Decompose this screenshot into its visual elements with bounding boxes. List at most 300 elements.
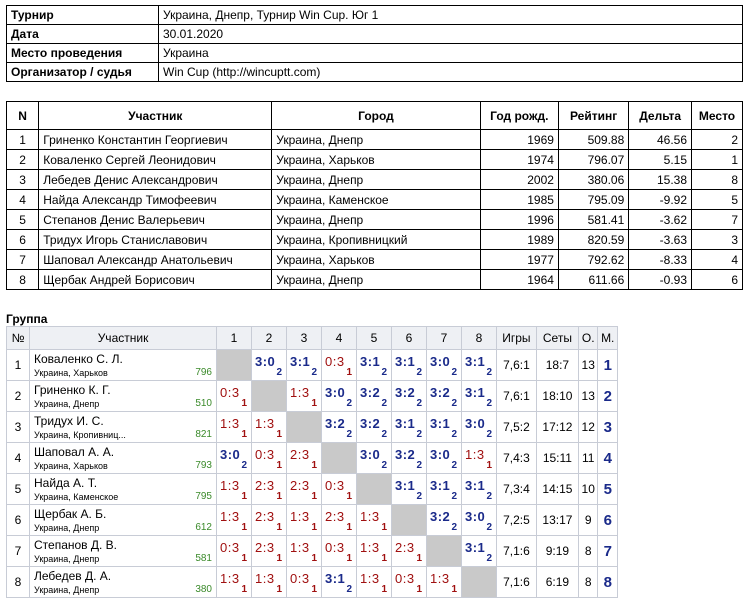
player-row <box>7 250 743 270</box>
grid-player <box>30 505 217 536</box>
grid-row-number: 6 <box>7 505 30 536</box>
info-key: Турнир <box>7 6 159 25</box>
info-value: Win Cup (http://wincuptt.com) <box>159 63 743 82</box>
score-points: 2 <box>486 367 492 378</box>
player-cell: -3.63 <box>629 230 692 250</box>
tournament-info-table <box>6 5 743 82</box>
score-points: 2 <box>451 398 457 409</box>
grid-row-number: 4 <box>7 443 30 474</box>
grid-header: М. <box>598 327 618 350</box>
grid-sets: 6:19 <box>536 567 578 598</box>
grid-player-rating: 821 <box>195 429 212 440</box>
grid-score-cell <box>217 412 252 443</box>
score-value: 1:3 <box>290 540 310 555</box>
player-cell: 1 <box>7 130 39 150</box>
grid-sets: 18:7 <box>536 350 578 381</box>
player-cell: 820.59 <box>558 230 628 250</box>
score-value: 3:1 <box>465 354 486 369</box>
grid-row-number: 8 <box>7 567 30 598</box>
grid-score-cell <box>287 536 322 567</box>
score-points: 1 <box>311 491 317 502</box>
score-value: 3:0 <box>220 447 241 462</box>
score-value: 3:0 <box>465 416 486 431</box>
grid-score-cell <box>252 412 287 443</box>
grid-score-cell <box>287 443 322 474</box>
players-header: Год рожд. <box>480 102 558 130</box>
grid-player-rating: 510 <box>195 398 212 409</box>
grid-row-number: 5 <box>7 474 30 505</box>
grid-score-cell <box>462 474 497 505</box>
score-points: 2 <box>416 398 422 409</box>
player-cell: 1996 <box>480 210 558 230</box>
grid-player-city: Украина, Днепр <box>34 554 100 564</box>
score-value: 3:1 <box>395 478 416 493</box>
player-cell: Украина, Кропивницкий <box>272 230 480 250</box>
group-title: Группа <box>6 312 48 326</box>
score-points: 1 <box>276 584 282 595</box>
grid-points: 13 <box>578 350 598 381</box>
grid-score-cell <box>217 536 252 567</box>
grid-diagonal-cell <box>322 443 357 474</box>
grid-games: 7,3:4 <box>497 474 537 505</box>
grid-score-cell <box>322 567 357 598</box>
grid-place: 3 <box>598 412 618 443</box>
player-cell: Найда Александр Тимофеевич <box>39 190 272 210</box>
score-value: 2:3 <box>255 478 275 493</box>
score-value: 0:3 <box>325 540 345 555</box>
info-row <box>7 63 743 82</box>
grid-score-cell <box>322 412 357 443</box>
score-value: 2:3 <box>290 478 310 493</box>
score-points: 2 <box>381 460 387 471</box>
score-points: 1 <box>381 584 387 595</box>
grid-player-rating: 795 <box>195 491 212 502</box>
score-points: 1 <box>311 398 317 409</box>
score-points: 2 <box>346 429 352 440</box>
score-points: 1 <box>451 584 457 595</box>
grid-games: 7,6:1 <box>497 381 537 412</box>
score-points: 2 <box>416 429 422 440</box>
grid-sets: 15:11 <box>536 443 578 474</box>
info-value: Украина <box>159 44 743 63</box>
grid-player <box>30 412 217 443</box>
player-cell: 5 <box>7 210 39 230</box>
player-cell: 4 <box>7 190 39 210</box>
player-cell: 6 <box>692 270 743 290</box>
player-cell: 581.41 <box>558 210 628 230</box>
score-points: 2 <box>486 398 492 409</box>
score-points: 1 <box>311 522 317 533</box>
grid-score-cell <box>252 443 287 474</box>
grid-player-name: Тридух И. С. <box>34 414 104 428</box>
score-points: 2 <box>241 460 247 471</box>
player-cell: 1969 <box>480 130 558 150</box>
player-cell: 1977 <box>480 250 558 270</box>
player-cell: 5 <box>692 190 743 210</box>
grid-header: Участник <box>30 327 217 350</box>
grid-points: 9 <box>578 505 598 536</box>
grid-header: № <box>7 327 30 350</box>
grid-score-cell <box>427 443 462 474</box>
player-cell: 7 <box>692 210 743 230</box>
player-cell: -0.93 <box>629 270 692 290</box>
player-row <box>7 270 743 290</box>
score-points: 1 <box>416 584 422 595</box>
grid-row <box>7 567 618 598</box>
grid-score-cell <box>217 567 252 598</box>
score-value: 3:0 <box>465 509 486 524</box>
grid-games: 7,6:1 <box>497 350 537 381</box>
score-points: 2 <box>381 398 387 409</box>
info-key: Организатор / судья <box>7 63 159 82</box>
score-value: 3:1 <box>430 478 451 493</box>
grid-player-name: Коваленко С. Л. <box>34 352 123 366</box>
score-points: 1 <box>241 398 247 409</box>
player-row <box>7 230 743 250</box>
score-value: 0:3 <box>325 354 345 369</box>
player-cell: -9.92 <box>629 190 692 210</box>
grid-score-cell <box>427 505 462 536</box>
grid-score-cell <box>427 567 462 598</box>
score-value: 3:1 <box>430 416 451 431</box>
grid-place: 1 <box>598 350 618 381</box>
grid-score-cell <box>287 567 322 598</box>
score-points: 1 <box>381 553 387 564</box>
grid-score-cell <box>217 443 252 474</box>
score-points: 2 <box>381 367 387 378</box>
player-cell: 15.38 <box>629 170 692 190</box>
grid-score-cell <box>462 381 497 412</box>
player-cell: 8 <box>7 270 39 290</box>
score-value: 1:3 <box>430 571 450 586</box>
grid-games: 7,2:5 <box>497 505 537 536</box>
score-value: 3:2 <box>325 416 346 431</box>
grid-player-city: Украина, Кропивниц... <box>34 430 126 440</box>
score-value: 3:1 <box>290 354 311 369</box>
grid-player-city: Украина, Днепр <box>34 585 100 595</box>
grid-diagonal-cell <box>252 381 287 412</box>
score-points: 1 <box>311 460 317 471</box>
grid-player-name: Щербак А. Б. <box>34 507 107 521</box>
players-header: Участник <box>39 102 272 130</box>
score-value: 1:3 <box>220 478 240 493</box>
grid-row <box>7 381 618 412</box>
score-value: 3:2 <box>360 416 381 431</box>
score-value: 3:2 <box>360 385 381 400</box>
player-cell: 46.56 <box>629 130 692 150</box>
player-row <box>7 210 743 230</box>
grid-player-name: Найда А. Т. <box>34 476 98 490</box>
info-value: Украина, Днепр, Турнир Win Cup. Юг 1 <box>159 6 743 25</box>
grid-header: 2 <box>252 327 287 350</box>
score-points: 1 <box>346 553 352 564</box>
score-points: 1 <box>486 460 492 471</box>
score-points: 1 <box>416 553 422 564</box>
player-cell: Украина, Харьков <box>272 150 480 170</box>
grid-header: Игры <box>497 327 537 350</box>
grid-score-cell <box>392 443 427 474</box>
grid-score-cell <box>287 505 322 536</box>
player-cell: Коваленко Сергей Леонидович <box>39 150 272 170</box>
info-row <box>7 44 743 63</box>
group-grid-table <box>6 326 618 598</box>
grid-score-cell <box>392 350 427 381</box>
grid-games: 7,1:6 <box>497 536 537 567</box>
grid-score-cell <box>252 567 287 598</box>
score-value: 0:3 <box>220 385 240 400</box>
grid-player-rating: 796 <box>195 367 212 378</box>
score-value: 3:1 <box>325 571 346 586</box>
player-cell: 611.66 <box>558 270 628 290</box>
grid-header: Сеты <box>536 327 578 350</box>
grid-score-cell <box>462 443 497 474</box>
player-cell: 2002 <box>480 170 558 190</box>
score-value: 1:3 <box>290 509 310 524</box>
score-value: 2:3 <box>395 540 415 555</box>
grid-score-cell <box>322 474 357 505</box>
grid-score-cell <box>392 536 427 567</box>
score-value: 0:3 <box>325 478 345 493</box>
player-cell: 380.06 <box>558 170 628 190</box>
score-points: 2 <box>451 491 457 502</box>
grid-row <box>7 505 618 536</box>
grid-score-cell <box>392 474 427 505</box>
player-cell: 3 <box>692 230 743 250</box>
grid-player <box>30 350 217 381</box>
grid-score-cell <box>392 412 427 443</box>
grid-place: 2 <box>598 381 618 412</box>
grid-score-cell <box>357 567 392 598</box>
score-points: 1 <box>311 553 317 564</box>
grid-points: 13 <box>578 381 598 412</box>
player-cell: Украина, Днепр <box>272 170 480 190</box>
score-points: 2 <box>451 522 457 533</box>
player-cell: 2 <box>692 130 743 150</box>
score-value: 2:3 <box>255 540 275 555</box>
grid-points: 10 <box>578 474 598 505</box>
score-points: 2 <box>416 491 422 502</box>
score-points: 1 <box>241 553 247 564</box>
grid-row-number: 7 <box>7 536 30 567</box>
player-cell: 796.07 <box>558 150 628 170</box>
player-cell: Украина, Каменское <box>272 190 480 210</box>
score-value: 3:2 <box>395 385 416 400</box>
score-points: 1 <box>346 491 352 502</box>
grid-player-rating: 612 <box>195 522 212 533</box>
grid-player <box>30 381 217 412</box>
score-value: 1:3 <box>220 416 240 431</box>
score-value: 3:1 <box>465 385 486 400</box>
player-cell: Щербак Андрей Борисович <box>39 270 272 290</box>
score-points: 2 <box>486 491 492 502</box>
grid-header: 4 <box>322 327 357 350</box>
score-value: 0:3 <box>255 447 275 462</box>
grid-player-rating: 793 <box>195 460 212 471</box>
grid-points: 11 <box>578 443 598 474</box>
player-cell: 1974 <box>480 150 558 170</box>
score-points: 1 <box>276 553 282 564</box>
player-cell: -3.62 <box>629 210 692 230</box>
grid-score-cell <box>427 412 462 443</box>
score-value: 0:3 <box>395 571 415 586</box>
grid-player-city: Украина, Днепр <box>34 523 100 533</box>
grid-score-cell <box>357 536 392 567</box>
grid-row-number: 2 <box>7 381 30 412</box>
grid-player-rating: 380 <box>195 584 212 595</box>
player-cell: 1 <box>692 150 743 170</box>
players-header: Рейтинг <box>558 102 628 130</box>
grid-row-number: 3 <box>7 412 30 443</box>
grid-header: 1 <box>217 327 252 350</box>
player-cell: 3 <box>7 170 39 190</box>
score-value: 0:3 <box>220 540 240 555</box>
grid-score-cell <box>322 536 357 567</box>
players-header: Город <box>272 102 480 130</box>
grid-player-name: Степанов Д. В. <box>34 538 118 552</box>
player-cell: 6 <box>7 230 39 250</box>
grid-diagonal-cell <box>357 474 392 505</box>
grid-score-cell <box>462 536 497 567</box>
grid-score-cell <box>217 474 252 505</box>
player-cell: Украина, Харьков <box>272 250 480 270</box>
grid-sets: 14:15 <box>536 474 578 505</box>
grid-score-cell <box>287 350 322 381</box>
score-points: 2 <box>346 398 352 409</box>
grid-score-cell <box>462 412 497 443</box>
grid-diagonal-cell <box>217 350 252 381</box>
score-points: 2 <box>451 367 457 378</box>
grid-sets: 9:19 <box>536 536 578 567</box>
grid-header: 7 <box>427 327 462 350</box>
player-cell: Украина, Днепр <box>272 270 480 290</box>
info-key: Дата <box>7 25 159 44</box>
grid-score-cell <box>252 536 287 567</box>
score-value: 3:1 <box>360 354 381 369</box>
score-value: 3:1 <box>465 478 486 493</box>
grid-score-cell <box>322 381 357 412</box>
score-value: 3:0 <box>325 385 346 400</box>
score-points: 1 <box>346 367 352 378</box>
score-points: 1 <box>241 429 247 440</box>
grid-row <box>7 412 618 443</box>
info-value: 30.01.2020 <box>159 25 743 44</box>
score-points: 2 <box>276 367 282 378</box>
grid-header: О. <box>578 327 598 350</box>
grid-player-name: Лебедев Д. А. <box>34 569 112 583</box>
player-cell: -8.33 <box>629 250 692 270</box>
score-value: 1:3 <box>465 447 485 462</box>
score-points: 1 <box>346 522 352 533</box>
player-cell: 792.62 <box>558 250 628 270</box>
grid-header: 6 <box>392 327 427 350</box>
players-header: Место <box>692 102 743 130</box>
grid-row <box>7 536 618 567</box>
score-points: 1 <box>276 460 282 471</box>
grid-player-name: Гриненко К. Г. <box>34 383 111 397</box>
score-value: 1:3 <box>220 509 240 524</box>
grid-player-city: Украина, Харьков <box>34 368 108 378</box>
grid-score-cell <box>217 505 252 536</box>
grid-points: 8 <box>578 567 598 598</box>
player-cell: 4 <box>692 250 743 270</box>
grid-sets: 18:10 <box>536 381 578 412</box>
score-points: 2 <box>486 553 492 564</box>
grid-place: 4 <box>598 443 618 474</box>
grid-player <box>30 443 217 474</box>
grid-score-cell <box>322 350 357 381</box>
player-cell: Лебедев Денис Александрович <box>39 170 272 190</box>
score-value: 3:2 <box>395 447 416 462</box>
player-cell: 1964 <box>480 270 558 290</box>
score-value: 3:0 <box>255 354 276 369</box>
player-cell: Степанов Денис Валерьевич <box>39 210 272 230</box>
player-cell: 1985 <box>480 190 558 210</box>
grid-header: 5 <box>357 327 392 350</box>
player-cell: 8 <box>692 170 743 190</box>
grid-points: 8 <box>578 536 598 567</box>
score-points: 1 <box>276 522 282 533</box>
grid-player-rating: 581 <box>195 553 212 564</box>
grid-place: 8 <box>598 567 618 598</box>
grid-player-city: Украина, Харьков <box>34 461 108 471</box>
info-key: Место проведения <box>7 44 159 63</box>
score-value: 1:3 <box>255 416 275 431</box>
grid-score-cell <box>357 443 392 474</box>
players-table <box>6 101 743 290</box>
grid-score-cell <box>357 350 392 381</box>
score-value: 3:1 <box>395 416 416 431</box>
score-value: 3:1 <box>465 540 486 555</box>
grid-score-cell <box>357 412 392 443</box>
score-points: 2 <box>486 429 492 440</box>
grid-score-cell <box>357 505 392 536</box>
player-cell: Украина, Днепр <box>272 210 480 230</box>
grid-header: 3 <box>287 327 322 350</box>
score-points: 2 <box>346 584 352 595</box>
grid-score-cell <box>287 381 322 412</box>
grid-player <box>30 567 217 598</box>
player-cell: 2 <box>7 150 39 170</box>
grid-score-cell <box>427 381 462 412</box>
grid-games: 7,1:6 <box>497 567 537 598</box>
grid-games: 7,4:3 <box>497 443 537 474</box>
grid-header: 8 <box>462 327 497 350</box>
player-cell: Гриненко Константин Георгиевич <box>39 130 272 150</box>
player-cell: 7 <box>7 250 39 270</box>
grid-score-cell <box>252 505 287 536</box>
score-value: 3:0 <box>430 447 451 462</box>
grid-row-number: 1 <box>7 350 30 381</box>
score-points: 1 <box>381 522 387 533</box>
grid-place: 6 <box>598 505 618 536</box>
score-value: 3:2 <box>430 385 451 400</box>
player-cell: Шаповал Александр Анатольевич <box>39 250 272 270</box>
grid-score-cell <box>252 474 287 505</box>
score-value: 1:3 <box>360 540 380 555</box>
grid-score-cell <box>462 350 497 381</box>
grid-score-cell <box>392 567 427 598</box>
grid-score-cell <box>322 505 357 536</box>
score-value: 1:3 <box>220 571 240 586</box>
players-header: N <box>7 102 39 130</box>
grid-diagonal-cell <box>287 412 322 443</box>
score-points: 1 <box>241 491 247 502</box>
score-points: 2 <box>451 429 457 440</box>
player-cell: Тридух Игорь Станиславович <box>39 230 272 250</box>
score-value: 3:1 <box>395 354 416 369</box>
player-row <box>7 190 743 210</box>
grid-diagonal-cell <box>392 505 427 536</box>
